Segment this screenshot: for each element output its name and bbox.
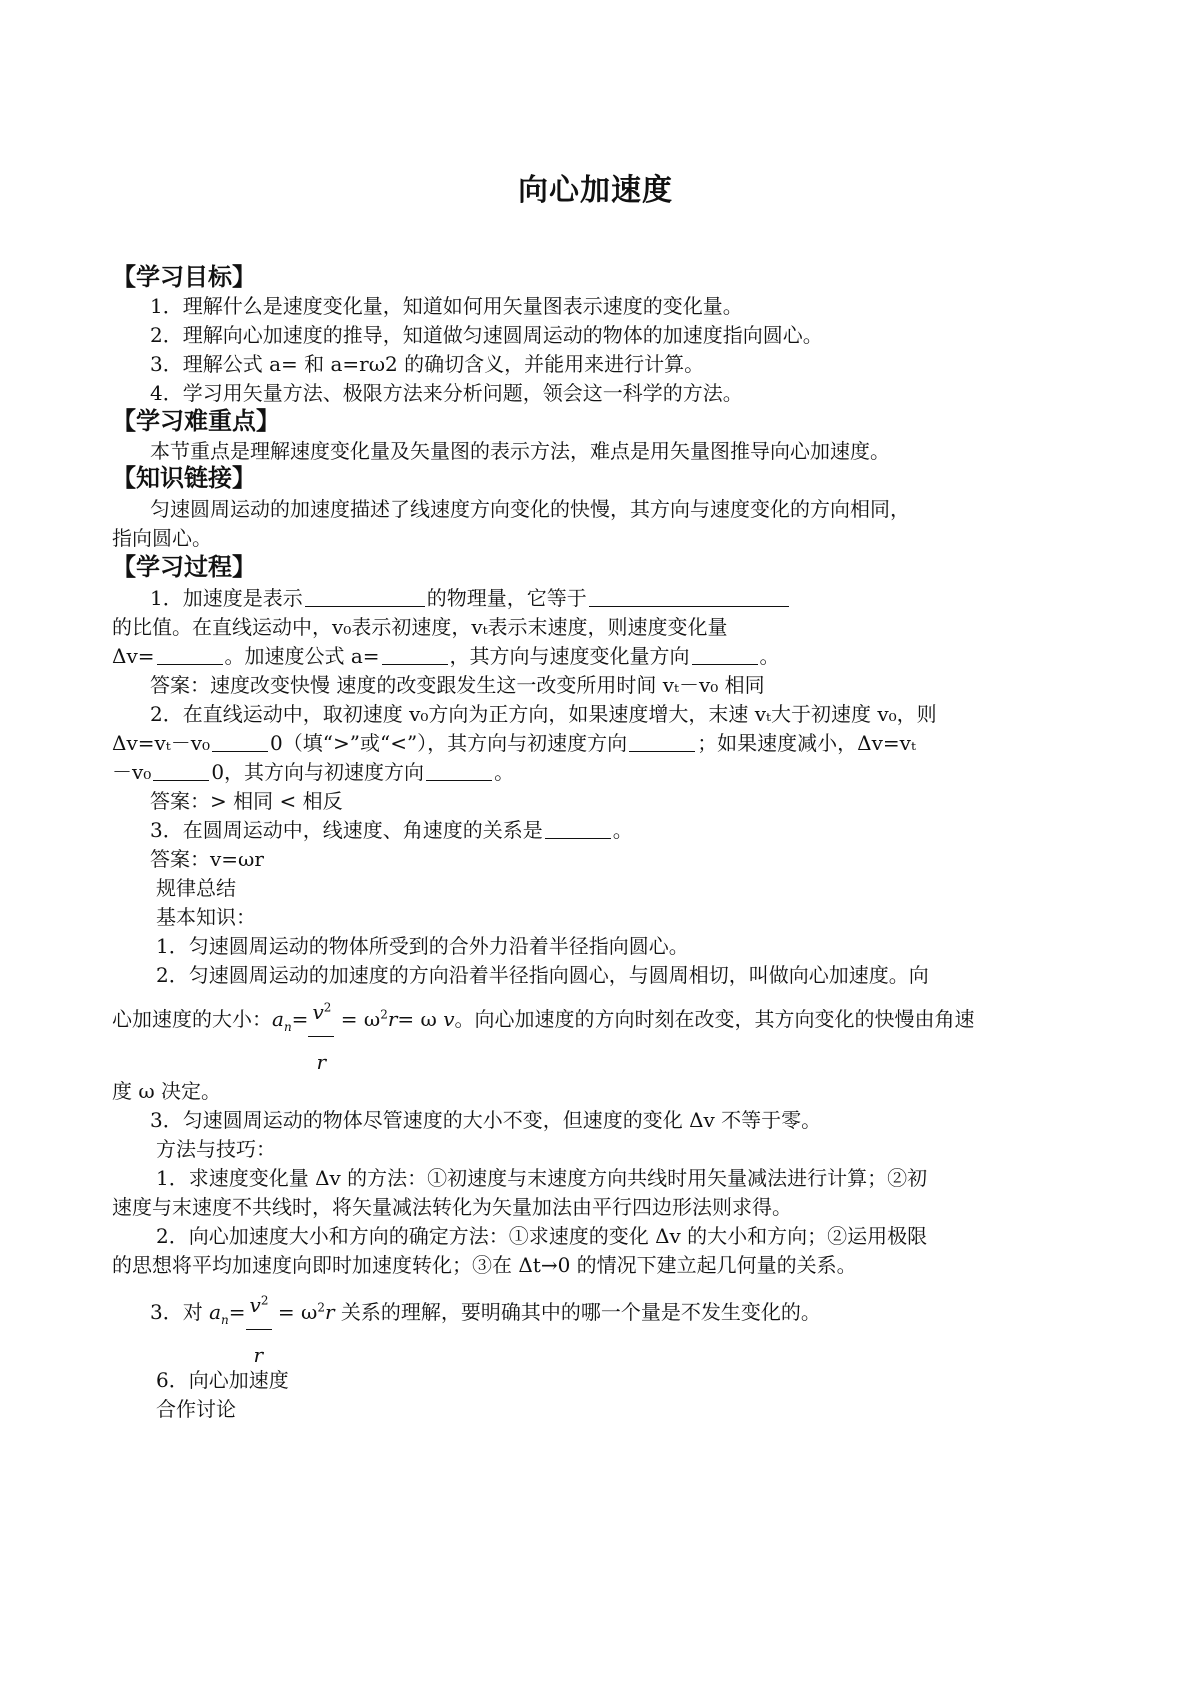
goal-3: 3．理解公式 a= 和 a=rω2 的确切含义，并能用来进行计算。 xyxy=(150,352,705,376)
basic-2-formula-line xyxy=(112,999,975,1074)
method-3-formula: $a_n=$ $\frac{v^2}{r}$ = $\omega^2r$ xyxy=(209,1292,335,1367)
method-2-line-1: 2．向心加速度大小和方向的确定方法：①求速度的变化 Δv 的大小和方向；②运用极限 xyxy=(156,1224,928,1248)
link-line-2: 指向圆心。 xyxy=(112,526,212,550)
q2-minus-v0: －v₀ xyxy=(112,760,152,784)
summary-label: 规律总结 xyxy=(156,876,236,900)
question-1-line-3 xyxy=(112,642,1092,670)
basic-3: 3．匀速圆周运动的物体尽管速度的大小不变，但速度的变化 Δv 不等于零。 xyxy=(150,1108,822,1132)
answer-3: 答案：v=ωr xyxy=(150,847,264,871)
basic-2: 2．匀速圆周运动的加速度的方向沿着半径指向圆心，与圆周相切，叫做向心加速度。向 xyxy=(156,963,929,987)
q2-blank-4[interactable] xyxy=(426,760,492,781)
page-title: 向心加速度 xyxy=(518,173,673,208)
difficulty-heading: 【学习难重点】 xyxy=(112,407,280,435)
q2-blank-1[interactable] xyxy=(212,731,268,752)
question-1-line-1 xyxy=(150,584,1130,612)
q1-text-b: 的物理量，它等于 xyxy=(426,586,587,610)
method-3-line xyxy=(150,1292,821,1367)
q1-text-a: 1．加速度是表示 xyxy=(150,586,303,610)
basic-2-end: 度 ω 决定。 xyxy=(112,1079,222,1103)
basics-label: 基本知识： xyxy=(156,905,256,929)
method-3-fraction: $\frac{v^2}{r}$ xyxy=(246,1299,272,1329)
q2-text-b: 0（填“>”或“<”），其方向与初速度方向 xyxy=(270,731,628,755)
q3-blank[interactable] xyxy=(545,818,611,839)
answer-1: 答案：速度改变快慢 速度的改变跟发生这一改变所用时间 vₜ－v₀ 相同 xyxy=(150,673,765,697)
goal-4: 4．学习用矢量方法、极限方法来分析问题，领会这一科学的方法。 xyxy=(150,381,743,405)
formula-pre-text: 心加速度的大小： xyxy=(112,1007,272,1031)
q2-blank-3[interactable] xyxy=(153,760,209,781)
method-3-pre: 3．对 xyxy=(150,1300,203,1324)
q2-text-c: ；如果速度减小，Δv=vₜ xyxy=(697,731,916,755)
method-1-line-1: 1．求速度变化量 Δv 的方法：①初速度与末速度方向共线时用矢量减法进行计算；②初 xyxy=(156,1166,928,1190)
q3-end: 。 xyxy=(612,818,633,842)
process-heading: 【学习过程】 xyxy=(112,553,256,581)
link-heading: 【知识链接】 xyxy=(112,464,256,492)
link-line-1: 匀速圆周运动的加速度描述了线速度方向变化的快慢，其方向与速度变化的方向相同， xyxy=(150,497,910,521)
q1-blank-2[interactable] xyxy=(589,586,789,607)
method-3-post: 关系的理解，要明确其中的哪一个量是不发生变化的。 xyxy=(340,1300,821,1324)
cooperation-discussion: 合作讨论 xyxy=(156,1397,236,1421)
q2-blank-2[interactable] xyxy=(629,731,695,752)
q2-end: 。 xyxy=(494,760,515,784)
goals-heading: 【学习目标】 xyxy=(112,263,256,291)
q2-text-3b: 0，其方向与初速度方向 xyxy=(211,760,425,784)
q1-end: 。 xyxy=(759,644,780,668)
q3-text: 3．在圆周运动中，线速度、角速度的关系是 xyxy=(150,818,543,842)
question-2-line-2 xyxy=(112,729,1092,757)
q1-formula: 。加速度公式 a= xyxy=(224,644,380,668)
goal-1: 1．理解什么是速度变化量，知道如何用矢量图表示速度的变化量。 xyxy=(150,294,743,318)
goal-2: 2．理解向心加速度的推导，知道做匀速圆周运动的物体的加速度指向圆心。 xyxy=(150,323,823,347)
q2-dv: Δv=vₜ－v₀ xyxy=(112,731,211,755)
question-3 xyxy=(150,816,1130,844)
centripetal-formula: $a_n=$ $\frac{v^2}{r}$ = $\omega^2r= \omega$ v。 xyxy=(272,999,475,1074)
q1-blank-1[interactable] xyxy=(305,586,425,607)
question-2-line-3 xyxy=(112,758,1092,786)
v2-over-r-fraction: $\frac{v^2}{r}$ xyxy=(308,1006,334,1036)
section-6: 6．向心加速度 xyxy=(156,1368,289,1392)
question-1-line-2: 的比值。在直线运动中，v₀表示初速度，vₜ表示末速度，则速度变化量 xyxy=(112,615,728,639)
answer-2: 答案：> 相同 < 相反 xyxy=(150,789,343,813)
q1-blank-3[interactable] xyxy=(157,644,223,665)
formula-post-text: 向心加速度的方向时刻在改变，其方向变化的快慢由角速 xyxy=(474,1007,975,1031)
question-2-line-1: 2．在直线运动中，取初速度 v₀方向为正方向，如果速度增大，末速 vₜ大于初速度 v₀，则 xyxy=(150,702,937,726)
q1-dv: Δv= xyxy=(112,644,155,668)
q1-blank-5[interactable] xyxy=(692,644,758,665)
q1-blank-4[interactable] xyxy=(382,644,448,665)
q1-direction: ，其方向与速度变化量方向 xyxy=(449,644,690,668)
methods-label: 方法与技巧： xyxy=(156,1137,276,1161)
method-1-line-2: 速度与末速度不共线时，将矢量减法转化为矢量加法由平行四边形法则求得。 xyxy=(112,1195,792,1219)
difficulty-text: 本节重点是理解速度变化量及矢量图的表示方法，难点是用矢量图推导向心加速度。 xyxy=(150,439,890,463)
basic-1: 1．匀速圆周运动的物体所受到的合外力沿着半径指向圆心。 xyxy=(156,934,689,958)
method-2-line-2: 的思想将平均加速度向即时加速度转化；③在 Δt→0 的情况下建立起几何量的关系。 xyxy=(112,1253,857,1277)
